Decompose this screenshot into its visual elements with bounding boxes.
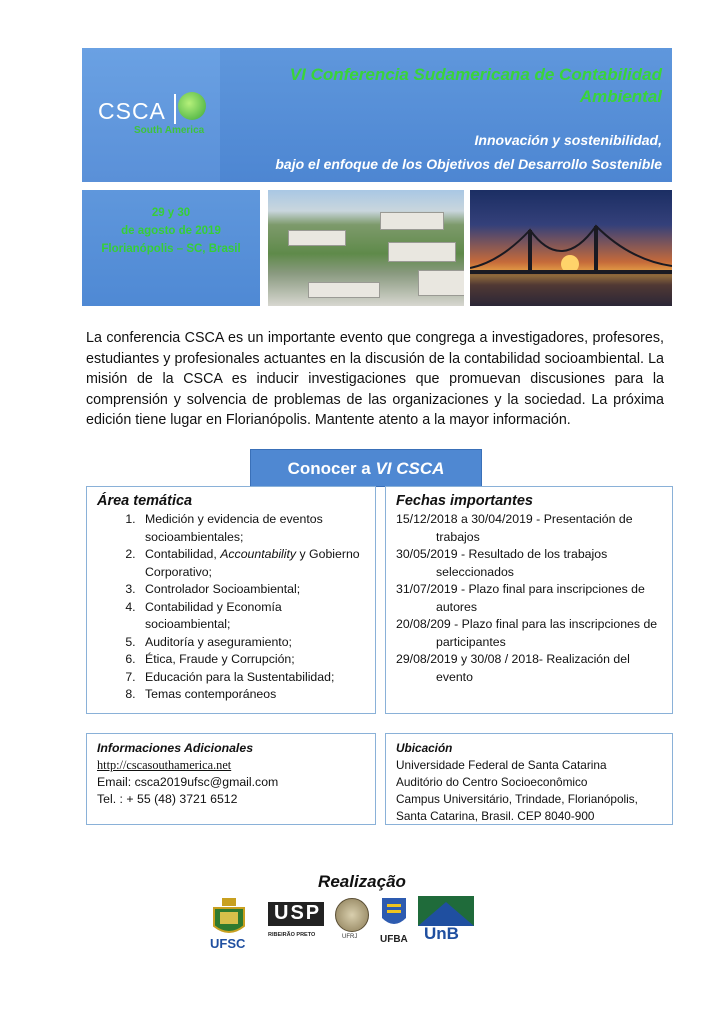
list-item: 1. Medición y evidencia de eventos socioambientales;	[139, 511, 367, 546]
ufsc-label: UFSC	[210, 936, 246, 951]
building-shape	[418, 270, 464, 296]
logo-subtitle: South America	[134, 125, 205, 136]
list-item: 6. Ética, Fraude y Corrupción;	[139, 651, 367, 669]
ufrj-label: UFRJ	[342, 934, 358, 940]
event-date-box	[82, 190, 260, 306]
ufba-logo	[378, 896, 412, 956]
email-text: Email: csca2019ufsc@gmail.com	[97, 775, 279, 789]
building-shape	[388, 242, 456, 262]
location-line: Campus Universitário, Trindade, Florianópolis,	[396, 792, 638, 806]
event-date-days: 29 y 30	[151, 207, 191, 219]
list-item: 29/08/2019 y 30/08 / 2018- Realización del evento	[396, 652, 630, 684]
important-dates-title: Fechas importantes	[396, 493, 533, 509]
ufba-label: UFBA	[380, 934, 408, 945]
conference-subtitle: Innovación y sostenibilidad, bajo el enfoque de los Objetivos del Desarrollo Sostenible	[275, 132, 662, 172]
list-item: 31/07/2019 - Plazo final para inscripciones de autores	[396, 582, 645, 614]
globe-icon	[178, 92, 206, 120]
thematic-area-title: Área temática	[97, 493, 193, 509]
list-item: 5. Auditoría y aseguramiento;	[139, 634, 367, 652]
bridge-photo	[470, 190, 672, 306]
important-dates-panel	[385, 486, 673, 714]
list-item: 8. Temas contemporáneos	[139, 686, 367, 704]
website-link[interactable]: http://cscasouthamerica.net	[97, 758, 232, 772]
header-banner	[82, 48, 672, 182]
list-item: 15/12/2018 a 30/04/2019 - Presentación de trabajos	[396, 512, 633, 544]
unb-label: UnB	[424, 924, 459, 943]
usp-logo	[266, 896, 328, 956]
logo-text: CSCA	[98, 98, 166, 124]
unb-mark-icon	[418, 896, 474, 926]
list-item: 4. Contabilidad y Economía socioambiental;	[139, 599, 367, 634]
additional-info-panel	[86, 733, 376, 825]
location-line: Santa Catarina, Brasil. CEP 8040-900	[396, 809, 595, 823]
ufrj-logo	[334, 896, 370, 956]
location-line: Universidade Federal de Santa Catarina	[396, 758, 607, 772]
building-shape	[380, 212, 444, 230]
event-location: Florianópolis – SC, Brasil	[101, 243, 241, 255]
building-shape	[308, 282, 380, 298]
phone-text: Tel. : + 55 (48) 3721 6512	[97, 792, 238, 806]
location-panel	[385, 733, 673, 825]
list-item: 30/05/2019 - Resultado de los trabajos seleccionados	[396, 547, 608, 579]
conference-title: VI Conferencia Sudamericana de Contabilidad Ambiental	[289, 65, 662, 106]
ufrj-seal-icon	[335, 898, 369, 932]
ufba-crest-icon	[378, 896, 410, 932]
csca-logo	[82, 48, 220, 182]
list-item: 3. Controlador Socioambiental;	[139, 581, 367, 599]
logo-divider	[174, 94, 176, 124]
realizacao-heading: Realização	[318, 872, 406, 891]
ufsc-logo	[208, 896, 250, 956]
list-item: 20/08/209 - Plazo final para las inscripciones de participantes	[396, 617, 658, 649]
list-item: 2. Contabilidad, Accountability y Gobierno Corporativo;	[139, 546, 367, 581]
campus-photo	[268, 190, 464, 306]
topics-list	[97, 511, 367, 704]
additional-info-title: Informaciones Adicionales	[97, 741, 254, 755]
location-line: Auditório do Centro Socioeconômico	[396, 775, 588, 789]
location-title: Ubicación	[396, 741, 453, 755]
list-item: 7. Educación para la Sustentabilidad;	[139, 669, 367, 687]
event-date-month: de agosto de 2019	[121, 225, 221, 237]
intro-paragraph: La conferencia CSCA es un importante evento que congrega a investigadores, profesores, estudiantes y profesionales actuantes en la discusión de la contabilidad socioambiental. La misión de la CSCA es inducir investigaciones que promuevan discusiones para la comprensión y solvencia de problemas de las organizaciones y la sociedad. La próxima edición tiene lugar en Florianópolis. Mantente atento a la mayor información.	[86, 330, 664, 428]
building-shape	[288, 230, 346, 246]
thematic-area-panel	[86, 486, 376, 714]
conocer-csca-button[interactable]: Conocer a VI CSCA	[250, 449, 482, 487]
usp-sub-label: RIBEIRÃO PRETO	[268, 932, 316, 938]
unb-logo	[418, 896, 476, 956]
usp-label: USP	[274, 902, 322, 924]
bridge-silhouette	[470, 190, 672, 306]
